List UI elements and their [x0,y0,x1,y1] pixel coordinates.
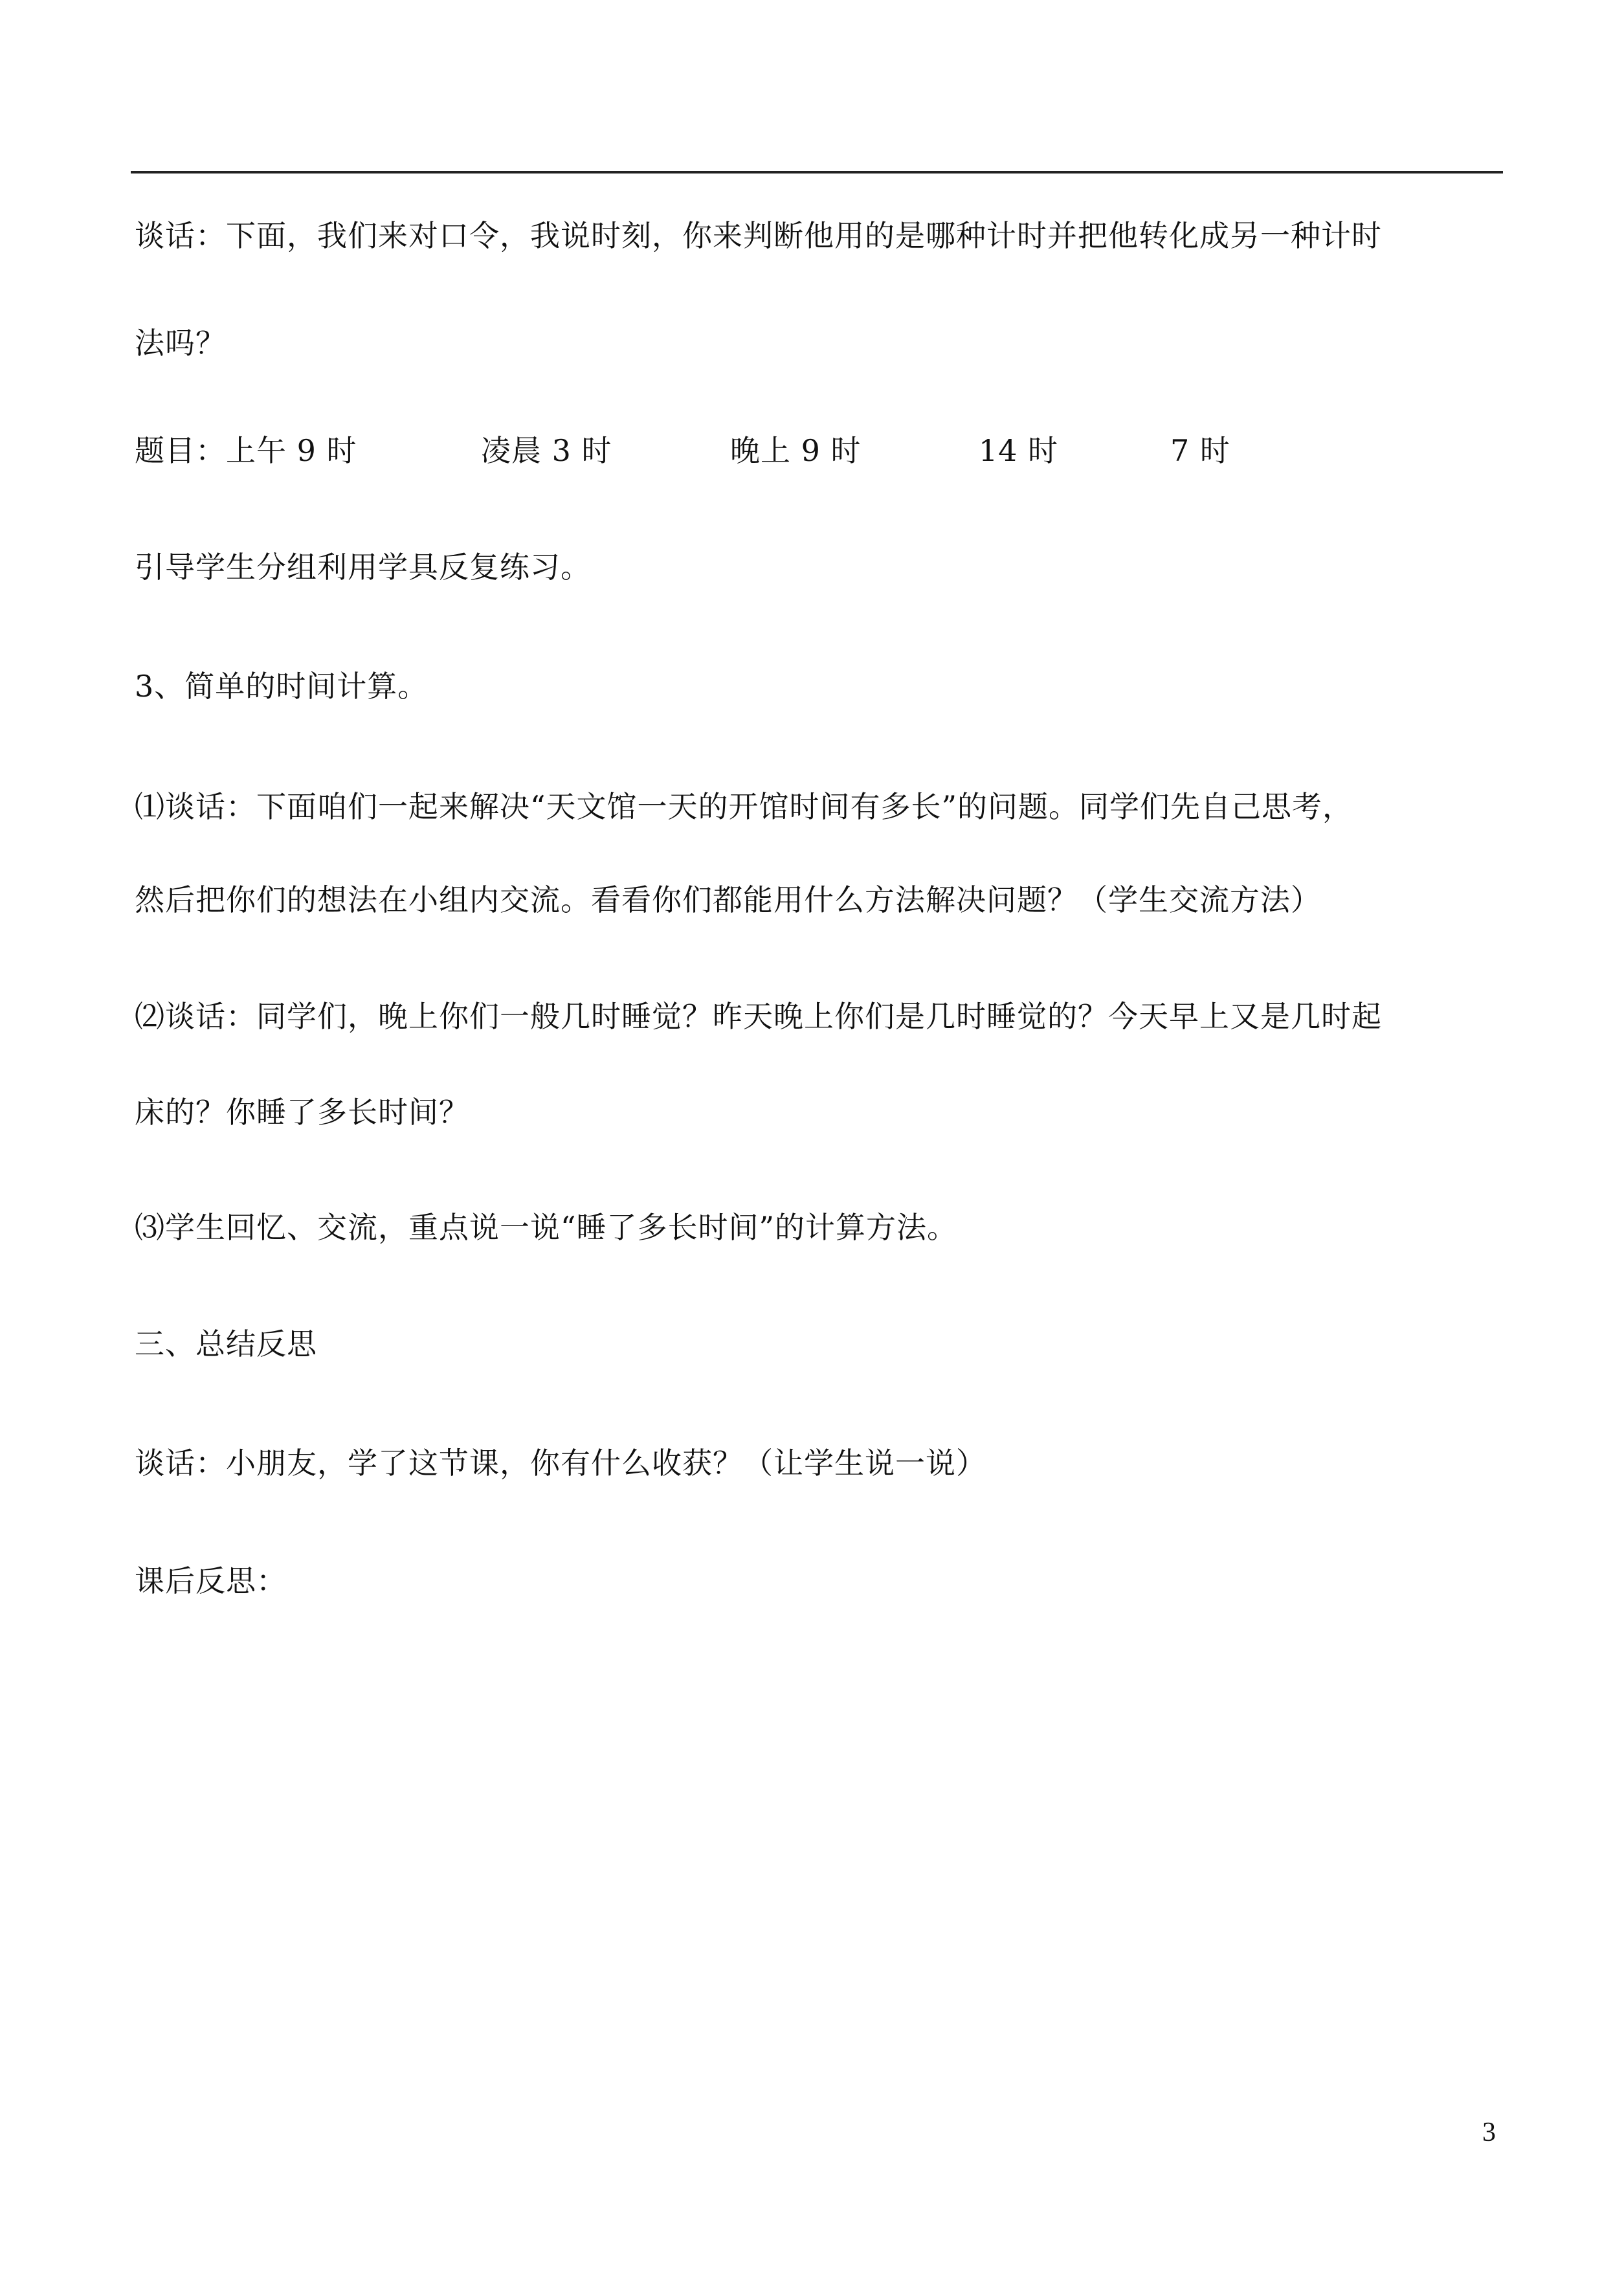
question-item: 14 时 [979,433,1059,468]
paragraph-reflection-label: 课后反思： [135,1563,287,1598]
paragraph-dialogue-intro-line1: 谈话：下面，我们来对口令，我说时刻，你来判断他用的是哪种计时并把他转化成另一种计时 [135,218,1382,253]
paragraph-item-1-line2: 然后把你们的想法在小组内交流。看看你们都能用什么方法解决问题？（学生交流方法） [135,882,1321,917]
paragraph-dialogue-intro-line2: 法吗？ [135,326,226,361]
questions-row [135,431,1364,470]
paragraph-item-1-line1: ⑴谈话：下面咱们一起来解决“天文馆一天的开馆时间有多长”的问题。同学们先自己思考， [135,789,1353,824]
question-item: 凌晨 3 时 [481,433,612,468]
paragraph-item-2-line1: ⑵谈话：同学们，晚上你们一般几时睡觉？昨天晚上你们是几时睡觉的？今天早上又是几时起 [135,999,1382,1034]
question-item: 晚上 9 时 [730,433,862,468]
page-number: 3 [1482,2118,1496,2147]
paragraph-group-practice: 引导学生分组利用学具反复练习。 [135,550,591,585]
question-item: 7 时 [1170,433,1230,468]
section-heading-summary: 三、总结反思 [135,1326,317,1361]
header-rule [131,171,1503,173]
question-label: 题目：上午 9 时 [135,433,357,468]
paragraph-item-3: ⑶学生回忆、交流，重点说一说“睡了多长时间”的计算方法。 [135,1210,958,1245]
paragraph-item-2-line2: 床的？你睡了多长时间？ [135,1095,469,1130]
paragraph-summary-dialogue: 谈话：小朋友，学了这节课，你有什么收获？（让学生说一说） [135,1446,986,1481]
section-heading-time-calculation: 3、简单的时间计算。 [135,669,428,704]
